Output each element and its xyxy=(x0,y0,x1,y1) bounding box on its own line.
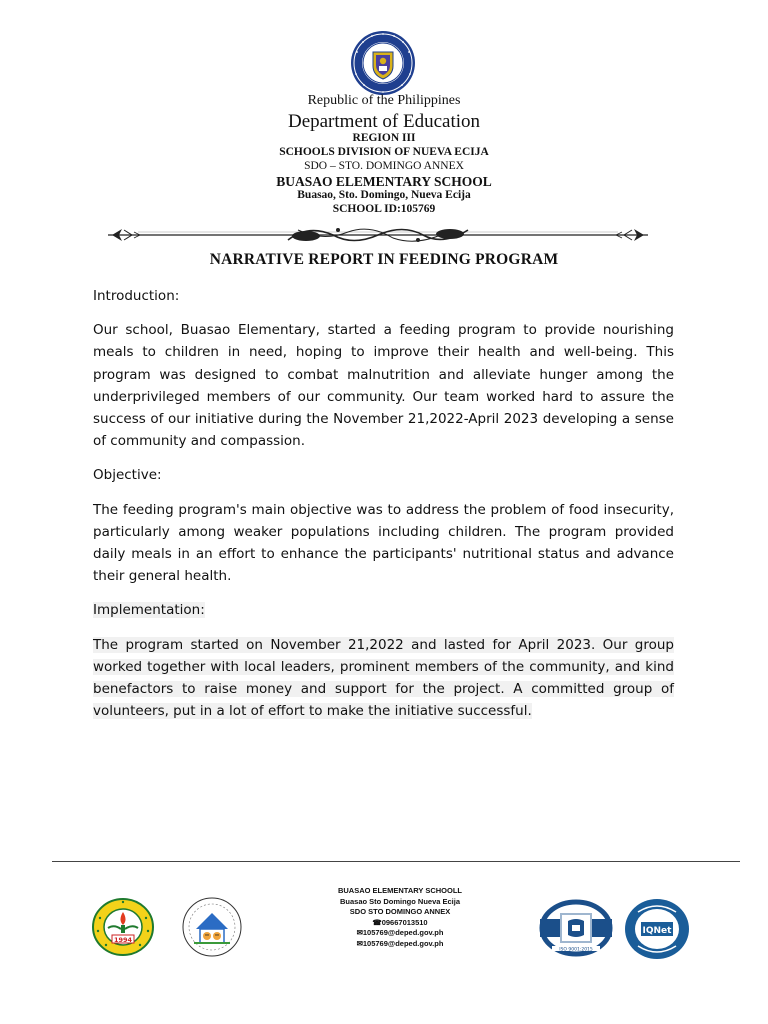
objective-paragraph: The feeding program's main objective was to address the problem of food insecurity, particularly among weaker populations including children. The program provided daily meals in an effort to enhance the participants' nutritional status and advance their general health. xyxy=(93,501,674,585)
school-address: Buasao, Sto. Domingo, Nueva Ecija xyxy=(297,189,471,201)
school-id: SCHOOL ID:105769 xyxy=(332,203,436,215)
implementation-paragraph xyxy=(93,634,674,723)
iqnet-lettering: IQNet xyxy=(642,926,672,936)
footer-email-2: ✉105769@deped.gov.ph xyxy=(356,938,444,948)
iso-lettering: ISO 9001:2015 xyxy=(559,947,593,953)
footer-email-1: ✉105769@deped.gov.ph xyxy=(356,928,444,937)
introduction-paragraph: Our school, Buasao Elementary, started a feeding program to provide nourishing meals to children in need, hoping to improve their health and well-being. This program was designed to combat malnutrition and alleviate hunger among the underprivileged members of our community. Our team worked hard to assure the success of our initiative during the November 21,2022-April 2023 developing a sense of community and compassion. xyxy=(93,322,674,450)
implementation-paragraph-text: The program started on November 21,2022 and lasted for April 2023. Our group worked together with local leaders, prominent members of the community, and kind benefactors to raise money and support for the project. A committed group of volunteers, put in a lot of effort to make the initiative successful. xyxy=(93,636,674,720)
ornamental-divider-icon xyxy=(108,218,648,252)
footer-school: BUASAO ELEMENTARY SCHOOLL xyxy=(337,886,463,895)
footer-phone: ☎09667013510 xyxy=(372,917,428,927)
introduction-heading: Introduction: xyxy=(93,288,180,304)
region-line: REGION III xyxy=(352,132,416,144)
school-logo-icon xyxy=(92,898,154,956)
iqnet-certified-logo-icon xyxy=(624,898,690,960)
sdo-line: SDO – STO. DOMINGO ANNEX xyxy=(304,160,464,172)
footer-address: Buasao Sto Domingo Nueva Ecija xyxy=(339,896,461,906)
footer-sdo: SDO STO DOMINGO ANNEX xyxy=(349,907,451,916)
report-title: NARRATIVE REPORT IN FEEDING PROGRAM xyxy=(209,251,559,268)
school-name: BUASAO ELEMENTARY SCHOOL xyxy=(276,174,492,189)
division-line: SCHOOLS DIVISION OF NUEVA ECIJA xyxy=(279,146,489,158)
iso-9001-logo-icon xyxy=(538,899,614,957)
footer-divider xyxy=(52,861,740,862)
report-body xyxy=(93,285,674,734)
school-house-logo-icon xyxy=(182,897,242,957)
department-line: Department of Education xyxy=(287,111,481,132)
footer-contact-block xyxy=(300,886,500,949)
school-logo-year: 1994 xyxy=(113,936,133,944)
implementation-heading-text: Implementation: xyxy=(93,602,205,619)
republic-line: Republic of the Philippines xyxy=(307,93,461,108)
objective-heading: Objective: xyxy=(93,467,162,484)
implementation-heading xyxy=(93,599,674,621)
deped-seal-icon xyxy=(350,30,416,96)
